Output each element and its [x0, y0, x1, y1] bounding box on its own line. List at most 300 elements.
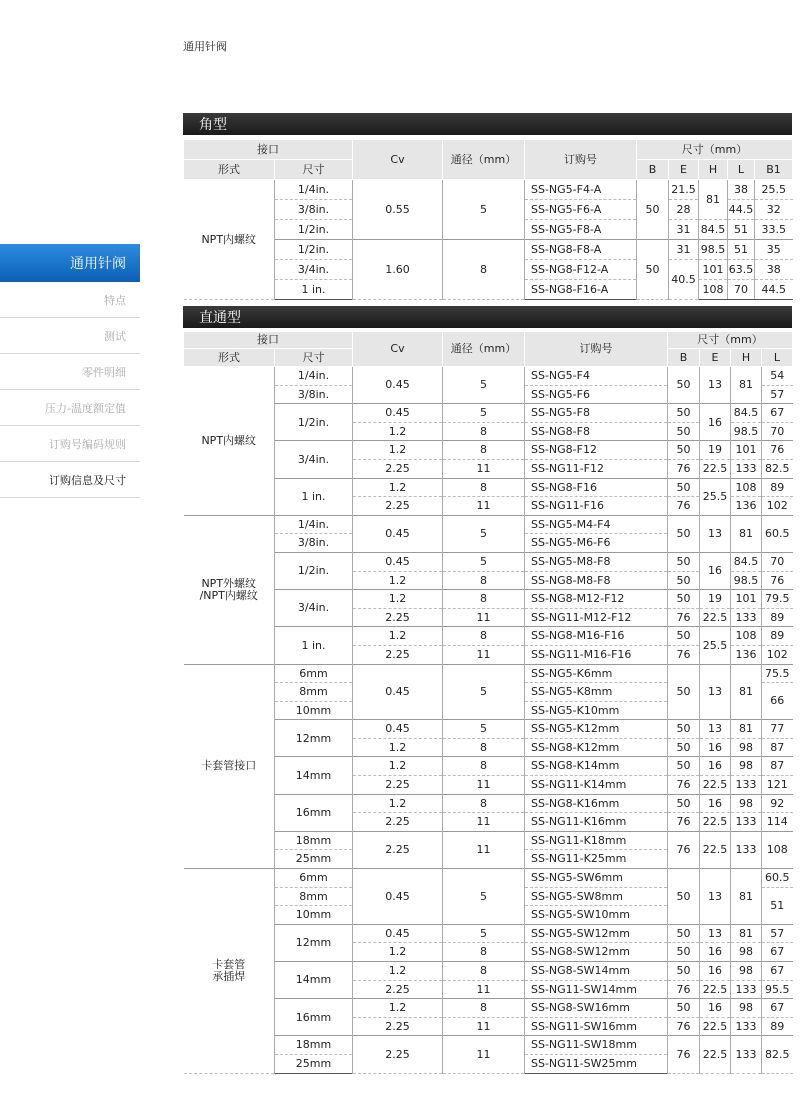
bore-cell: 11 [443, 497, 525, 516]
order-cell: SS-NG11-F12 [525, 459, 668, 478]
order-cell: SS-NG8-K12mm [525, 738, 668, 757]
l-cell: 89 [762, 478, 793, 497]
order-cell: SS-NG8-SW14mm [525, 962, 668, 981]
l-cell: 76 [762, 441, 793, 460]
b-cell: 50 [668, 404, 700, 423]
th-form: 形式 [184, 349, 275, 367]
bore-cell: 8 [443, 240, 525, 300]
bore-cell: 8 [443, 962, 525, 981]
h-cell: 81 [699, 180, 728, 220]
e-cell: 16 [700, 404, 731, 441]
e-cell: 28 [669, 200, 699, 220]
cv-cell: 0.45 [353, 664, 443, 720]
cv-cell: 1.2 [353, 422, 443, 441]
l-cell: 77 [762, 720, 793, 739]
h-cell: 108 [731, 478, 762, 497]
h-cell: 81 [731, 664, 762, 720]
l-cell: 60.5 [762, 515, 793, 552]
l-cell: 38 [728, 180, 755, 200]
e-cell: 22.5 [700, 776, 731, 795]
order-cell: SS-NG8-SW16mm [525, 999, 668, 1018]
bore-cell: 8 [443, 757, 525, 776]
order-cell: SS-NG11-SW16mm [525, 1017, 668, 1036]
th-cv: Cv [353, 332, 443, 367]
b1-cell: 35 [755, 240, 793, 260]
l-cell: 121 [762, 776, 793, 795]
cv-cell: 2.25 [353, 776, 443, 795]
form-line: NPT外螺纹 [201, 577, 257, 591]
cv-cell: 1.2 [353, 962, 443, 981]
th-b: B [637, 160, 669, 180]
l-cell: 92 [762, 794, 793, 813]
order-cell: SS-NG8-K14mm [525, 757, 668, 776]
bore-cell: 8 [443, 794, 525, 813]
size-cell: 1/2in. [275, 404, 353, 441]
h-cell: 98 [731, 999, 762, 1018]
l-cell: 60.5 [762, 869, 793, 888]
cv-cell: 1.2 [353, 571, 443, 590]
b-cell: 50 [668, 422, 700, 441]
h-cell: 133 [731, 1017, 762, 1036]
th-l: L [728, 160, 755, 180]
e-cell: 16 [700, 757, 731, 776]
b-cell: 76 [668, 1017, 700, 1036]
size-cell: 25mm [275, 850, 353, 869]
order-cell: SS-NG5-K6mm [525, 664, 668, 683]
h-cell: 101 [731, 441, 762, 460]
b-cell: 76 [668, 497, 700, 516]
bore-cell: 8 [443, 999, 525, 1018]
size-cell: 1 in. [275, 627, 353, 664]
b-cell: 50 [668, 720, 700, 739]
order-cell: SS-NG11-K18mm [525, 831, 668, 850]
cv-cell: 2.25 [353, 1036, 443, 1073]
th-cv: Cv [353, 140, 443, 180]
size-cell: 16mm [275, 999, 353, 1036]
cv-cell: 2.25 [353, 645, 443, 664]
order-cell: SS-NG5-SW8mm [525, 887, 668, 906]
size-cell: 8mm [275, 887, 353, 906]
b-cell: 50 [668, 943, 700, 962]
h-cell: 98.5 [731, 422, 762, 441]
l-cell: 102 [762, 645, 793, 664]
cv-cell: 0.45 [353, 404, 443, 423]
h-cell: 98 [731, 962, 762, 981]
form-cell: 卡套管接口 [184, 664, 275, 869]
b-cell: 76 [668, 645, 700, 664]
cv-cell: 2.25 [353, 497, 443, 516]
h-cell: 81 [731, 869, 762, 925]
e-cell: 13 [700, 664, 731, 720]
th-h: H [731, 349, 762, 367]
bore-cell: 8 [443, 478, 525, 497]
e-cell: 25.5 [700, 478, 731, 515]
bore-cell: 11 [443, 1036, 525, 1073]
size-cell: 1/4in. [275, 515, 353, 534]
sidebar-item-features[interactable]: 特点 [0, 282, 140, 318]
l-cell: 57 [762, 924, 793, 943]
bore-cell: 5 [443, 515, 525, 552]
b-cell: 50 [637, 180, 669, 240]
b-cell: 50 [668, 664, 700, 720]
e-cell: 13 [700, 869, 731, 925]
e-cell: 22.5 [700, 831, 731, 868]
size-cell: 18mm [275, 1036, 353, 1055]
size-cell: 14mm [275, 962, 353, 999]
order-cell: SS-NG11-SW14mm [525, 980, 668, 999]
b-cell: 50 [668, 738, 700, 757]
e-cell: 19 [700, 441, 731, 460]
h-cell: 84.5 [731, 404, 762, 423]
size-cell: 6mm [275, 664, 353, 683]
order-cell: SS-NG5-F4-A [525, 180, 637, 200]
l-cell: 66 [762, 683, 793, 720]
cv-cell: 1.2 [353, 738, 443, 757]
order-cell: SS-NG8-F16 [525, 478, 668, 497]
form-line: /NPT内螺纹 [199, 588, 258, 602]
cv-cell: 2.25 [353, 980, 443, 999]
bore-cell: 5 [443, 664, 525, 720]
size-cell: 14mm [275, 757, 353, 794]
th-dims: 尺寸（mm） [668, 332, 793, 349]
e-cell: 16 [700, 552, 731, 589]
bore-cell: 11 [443, 1017, 525, 1036]
e-cell: 16 [700, 794, 731, 813]
b-cell: 50 [668, 999, 700, 1018]
order-cell: SS-NG8-F12 [525, 441, 668, 460]
order-cell: SS-NG11-K14mm [525, 776, 668, 795]
l-cell: 44.5 [728, 200, 755, 220]
form-line: 承插焊 [212, 969, 246, 983]
l-cell: 89 [762, 1017, 793, 1036]
form-cell: NPT内螺纹 [184, 180, 275, 300]
sidebar-item-ratings[interactable]: 压力-温度额定值 [0, 390, 140, 426]
size-cell: 1/2in. [275, 552, 353, 589]
b-cell: 50 [668, 478, 700, 497]
order-cell: SS-NG5-M8-F8 [525, 552, 668, 571]
bore-cell: 8 [443, 590, 525, 609]
h-cell: 133 [731, 980, 762, 999]
cv-cell: 0.45 [353, 869, 443, 925]
l-cell: 67 [762, 404, 793, 423]
order-cell: SS-NG8-M16-F16 [525, 627, 668, 646]
bore-cell: 5 [443, 404, 525, 423]
bore-cell: 5 [443, 924, 525, 943]
h-cell: 136 [731, 645, 762, 664]
l-cell: 108 [762, 831, 793, 868]
bore-cell: 8 [443, 738, 525, 757]
order-cell: SS-NG5-F8-A [525, 220, 637, 240]
size-cell: 12mm [275, 924, 353, 961]
size-cell: 8mm [275, 683, 353, 702]
order-cell: SS-NG5-SW12mm [525, 924, 668, 943]
th-size: 尺寸 [275, 349, 353, 367]
l-cell: 70 [762, 422, 793, 441]
b-cell: 50 [668, 367, 700, 404]
bore-cell: 11 [443, 459, 525, 478]
e-cell: 16 [700, 943, 731, 962]
size-cell: 18mm [275, 831, 353, 850]
bore-cell: 11 [443, 645, 525, 664]
size-cell: 10mm [275, 906, 353, 925]
b-cell: 50 [668, 794, 700, 813]
th-b1: B1 [755, 160, 793, 180]
h-cell: 133 [731, 776, 762, 795]
cv-cell: 1.2 [353, 943, 443, 962]
sidebar-item-ordering-info[interactable]: 订购信息及尺寸 [0, 462, 140, 498]
sidebar-item-active[interactable]: 通用针阀 [0, 244, 140, 282]
size-cell: 25mm [275, 1054, 353, 1073]
b-cell: 50 [668, 869, 700, 925]
th-port: 接口 [184, 140, 353, 160]
b-cell: 50 [668, 571, 700, 590]
e-cell: 22.5 [700, 1017, 731, 1036]
cv-cell: 0.55 [353, 180, 443, 240]
size-cell: 1 in. [275, 280, 353, 300]
h-cell: 98 [731, 757, 762, 776]
order-cell: SS-NG11-SW18mm [525, 1036, 668, 1055]
b1-cell: 38 [755, 260, 793, 280]
h-cell: 98 [731, 738, 762, 757]
order-cell: SS-NG11-F16 [525, 497, 668, 516]
l-cell: 67 [762, 962, 793, 981]
straight-spec-table [183, 331, 793, 1074]
sidebar-item-testing[interactable]: 测试 [0, 318, 140, 354]
bore-cell: 5 [443, 720, 525, 739]
b1-cell: 32 [755, 200, 793, 220]
e-cell: 21.5 [669, 180, 699, 200]
th-l: L [762, 349, 793, 367]
size-cell: 1 in. [275, 478, 353, 515]
e-cell: 19 [700, 590, 731, 609]
h-cell: 133 [731, 831, 762, 868]
sidebar-item-ordering-rules[interactable]: 订购号编码规则 [0, 426, 140, 462]
size-cell: 1/4in. [275, 180, 353, 200]
size-cell: 10mm [275, 701, 353, 720]
e-cell: 22.5 [700, 813, 731, 832]
l-cell: 87 [762, 757, 793, 776]
form-cell: NPT内螺纹 [184, 367, 275, 516]
b-cell: 50 [668, 441, 700, 460]
e-cell: 13 [700, 924, 731, 943]
l-cell: 89 [762, 608, 793, 627]
l-cell: 75.5 [762, 664, 793, 683]
h-cell: 133 [731, 608, 762, 627]
cv-cell: 0.45 [353, 924, 443, 943]
bore-cell: 8 [443, 571, 525, 590]
cv-cell: 1.2 [353, 441, 443, 460]
size-cell: 3/8in. [275, 200, 353, 220]
e-cell: 22.5 [700, 1036, 731, 1073]
l-cell: 67 [762, 943, 793, 962]
size-cell: 3/8in. [275, 534, 353, 553]
angle-spec-table [183, 139, 793, 300]
b-cell: 76 [668, 459, 700, 478]
order-cell: SS-NG5-F6-A [525, 200, 637, 220]
order-cell: SS-NG11-K25mm [525, 850, 668, 869]
b-cell: 76 [668, 813, 700, 832]
e-cell: 40.5 [669, 260, 699, 300]
b-cell: 50 [668, 962, 700, 981]
bore-cell: 11 [443, 608, 525, 627]
order-cell: SS-NG5-F4 [525, 367, 668, 386]
th-port: 接口 [184, 332, 353, 349]
b-cell: 76 [668, 776, 700, 795]
h-cell: 81 [731, 924, 762, 943]
b-cell: 50 [668, 627, 700, 646]
cv-cell: 1.2 [353, 627, 443, 646]
order-cell: SS-NG5-F6 [525, 385, 668, 404]
h-cell: 108 [731, 627, 762, 646]
th-bore: 通径（mm） [443, 332, 525, 367]
e-cell: 13 [700, 515, 731, 552]
order-cell: SS-NG8-F8-A [525, 240, 637, 260]
order-cell: SS-NG8-M12-F12 [525, 590, 668, 609]
th-h: H [699, 160, 728, 180]
order-cell: SS-NG8-F16-A [525, 280, 637, 300]
cv-cell: 0.45 [353, 720, 443, 739]
l-cell: 95.5 [762, 980, 793, 999]
h-cell: 84.5 [699, 220, 728, 240]
order-cell: SS-NG5-K10mm [525, 701, 668, 720]
size-cell: 1/2in. [275, 240, 353, 260]
h-cell: 133 [731, 459, 762, 478]
order-cell: SS-NG8-SW12mm [525, 943, 668, 962]
e-cell: 16 [700, 962, 731, 981]
bore-cell: 11 [443, 813, 525, 832]
size-cell: 16mm [275, 794, 353, 831]
l-cell: 79.5 [762, 590, 793, 609]
th-order: 订购号 [525, 332, 668, 367]
bore-cell: 5 [443, 552, 525, 571]
th-size: 尺寸 [275, 160, 353, 180]
th-bore: 通径（mm） [443, 140, 525, 180]
bore-cell: 5 [443, 367, 525, 404]
b-cell: 76 [668, 980, 700, 999]
cv-cell: 2.25 [353, 608, 443, 627]
bore-cell: 11 [443, 776, 525, 795]
cv-cell: 0.45 [353, 552, 443, 571]
size-cell: 3/4in. [275, 441, 353, 478]
cv-cell: 0.45 [353, 515, 443, 552]
l-cell: 57 [762, 385, 793, 404]
e-cell: 13 [700, 367, 731, 404]
b1-cell: 33.5 [755, 220, 793, 240]
order-cell: SS-NG8-K16mm [525, 794, 668, 813]
size-cell: 1/2in. [275, 220, 353, 240]
h-cell: 101 [699, 260, 728, 280]
l-cell: 82.5 [762, 459, 793, 478]
h-cell: 101 [731, 590, 762, 609]
l-cell: 51 [762, 887, 793, 924]
order-cell: SS-NG11-SW25mm [525, 1054, 668, 1073]
form-cell [184, 869, 275, 1074]
l-cell: 114 [762, 813, 793, 832]
order-cell: SS-NG5-F8 [525, 404, 668, 423]
th-e: E [700, 349, 731, 367]
cv-cell: 1.2 [353, 478, 443, 497]
l-cell: 76 [762, 571, 793, 590]
bore-cell: 8 [443, 422, 525, 441]
h-cell: 98 [731, 943, 762, 962]
cv-cell: 2.25 [353, 1017, 443, 1036]
bore-cell: 8 [443, 943, 525, 962]
b-cell: 50 [668, 515, 700, 552]
l-cell: 102 [762, 497, 793, 516]
sidebar-nav [0, 244, 140, 498]
l-cell: 82.5 [762, 1036, 793, 1073]
b-cell: 50 [668, 924, 700, 943]
l-cell: 63.5 [728, 260, 755, 280]
size-cell: 6mm [275, 869, 353, 888]
form-cell [184, 515, 275, 664]
l-cell: 70 [762, 552, 793, 571]
e-cell: 22.5 [700, 459, 731, 478]
h-cell: 133 [731, 1036, 762, 1073]
sidebar-item-parts[interactable]: 零件明细 [0, 354, 140, 390]
bore-cell: 11 [443, 980, 525, 999]
cv-cell: 2.25 [353, 831, 443, 868]
b-cell: 76 [668, 831, 700, 868]
l-cell: 89 [762, 627, 793, 646]
order-cell: SS-NG5-K12mm [525, 720, 668, 739]
b1-cell: 25.5 [755, 180, 793, 200]
cv-cell: 2.25 [353, 813, 443, 832]
cv-cell: 1.2 [353, 757, 443, 776]
order-cell: SS-NG5-SW10mm [525, 906, 668, 925]
e-cell: 16 [700, 999, 731, 1018]
bore-cell: 8 [443, 627, 525, 646]
cv-cell: 1.2 [353, 590, 443, 609]
e-cell: 31 [669, 220, 699, 240]
bore-cell: 8 [443, 441, 525, 460]
order-cell: SS-NG11-M16-F16 [525, 645, 668, 664]
size-cell: 3/8in. [275, 385, 353, 404]
b-cell: 76 [668, 1036, 700, 1073]
e-cell: 13 [700, 720, 731, 739]
order-cell: SS-NG8-M8-F8 [525, 571, 668, 590]
cv-cell: 0.45 [353, 367, 443, 404]
e-cell: 22.5 [700, 608, 731, 627]
b-cell: 50 [668, 757, 700, 776]
h-cell: 136 [731, 497, 762, 516]
e-cell: 22.5 [700, 980, 731, 999]
order-cell: SS-NG5-M4-F4 [525, 515, 668, 534]
h-cell: 133 [731, 813, 762, 832]
l-cell: 87 [762, 738, 793, 757]
form-line: 卡套管 [212, 958, 246, 972]
angle-section-title: 角型 [183, 113, 792, 135]
th-dims: 尺寸（mm） [637, 140, 793, 160]
th-order: 订购号 [525, 140, 637, 180]
order-cell: SS-NG8-F8 [525, 422, 668, 441]
bore-cell: 5 [443, 180, 525, 240]
b1-cell: 44.5 [755, 280, 793, 300]
size-cell: 3/4in. [275, 260, 353, 280]
l-cell: 54 [762, 367, 793, 386]
th-e: E [669, 160, 699, 180]
page-header-title: 通用针阀 [183, 40, 227, 53]
l-cell: 51 [728, 220, 755, 240]
h-cell: 81 [731, 720, 762, 739]
bore-cell: 5 [443, 869, 525, 925]
l-cell: 51 [728, 240, 755, 260]
order-cell: SS-NG11-M12-F12 [525, 608, 668, 627]
cv-cell: 2.25 [353, 459, 443, 478]
b-cell: 76 [668, 608, 700, 627]
l-cell: 70 [728, 280, 755, 300]
b-cell: 50 [637, 240, 669, 300]
